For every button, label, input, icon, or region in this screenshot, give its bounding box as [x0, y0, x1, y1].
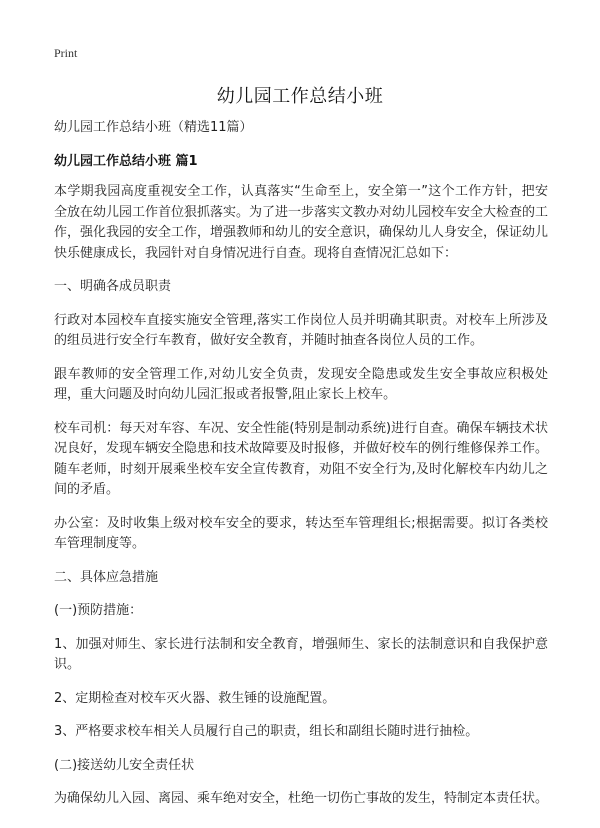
paragraph-responsibility-statement: 为确保幼儿入园、离园、乘车绝对安全，杜绝一切伤亡事故的发生，特制定本责任状。 [54, 791, 549, 806]
list-item-2: 2、定期检查对校车灭火器、救生锤的设施配置。 [54, 690, 336, 706]
paragraph-office: 办公室：及时收集上级对校车安全的要求，转达至车管理组长;根据需要。拟订各类校车管理制度等。 [54, 515, 548, 551]
heading-emergency-measures: 二、具体应急措施 [54, 569, 159, 585]
heading-prevention: (一)预防措施： [54, 603, 143, 618]
document-title: 幼儿园工作总结小班 [216, 86, 384, 107]
document-body [54, 118, 548, 823]
paragraph-admin: 行政对本园校车直接实施安全管理,落实工作岗位人员并明确其职责。对校车上所涉及的组员进行安全行车教育，做好安全教育，并随时抽查各岗位人员的工作。 [54, 312, 548, 348]
heading-responsibilities: 一、明确各成员职责 [54, 279, 172, 294]
section-heading: 幼儿园工作总结小班 篇1 [54, 154, 198, 169]
list-item-3: 3、严格要求校车相关人员履行自己的职责，组长和副组长随时进行抽检。 [54, 724, 479, 739]
list-item-1: 1、加强对师生、家长进行法制和安全教育，增强师生、家长的法制意识和自我保护意识。 [54, 636, 548, 672]
paragraph-driver: 校车司机：每天对车容、车况、安全性能(特别是制动系统)进行自查。确保车辆技术状况良好，发现车辆安全隐患和技术故障要及时报修，并做好校车的例行维修保养工作。随车老师，时刻开展乘坐校车安全宣传教育，劝阻不安全行为,及时化解校车内幼儿之间的矛盾。 [54, 420, 549, 497]
heading-responsibility-statement: (二)接送幼儿安全责任状 [54, 757, 195, 773]
paragraph-teacher: 跟车教师的安全管理工作,对幼儿安全负责，发现安全隐患或发生安全事故应积极处理，重大问题及时向幼儿园汇报或者报警,阻止家长上校车。 [54, 366, 548, 402]
paragraph-intro: 本学期我园高度重视安全工作，认真落实“生命至上，安全第一”这个工作方针，把安全放在幼儿园工作首位狠抓落实。为了进一步落实文教办对幼儿园校车安全大检查的工作，强化我园的安全工作，增强教师和幼儿的安全意识，确保幼儿人身安全，保证幼儿快乐健康成长，我园针对自身情况进行自查。现将自查情况汇总如下： [54, 184, 549, 261]
print-link[interactable]: Print [54, 46, 78, 60]
document-subtitle: 幼儿园工作总结小班（精选11篇） [54, 120, 253, 135]
